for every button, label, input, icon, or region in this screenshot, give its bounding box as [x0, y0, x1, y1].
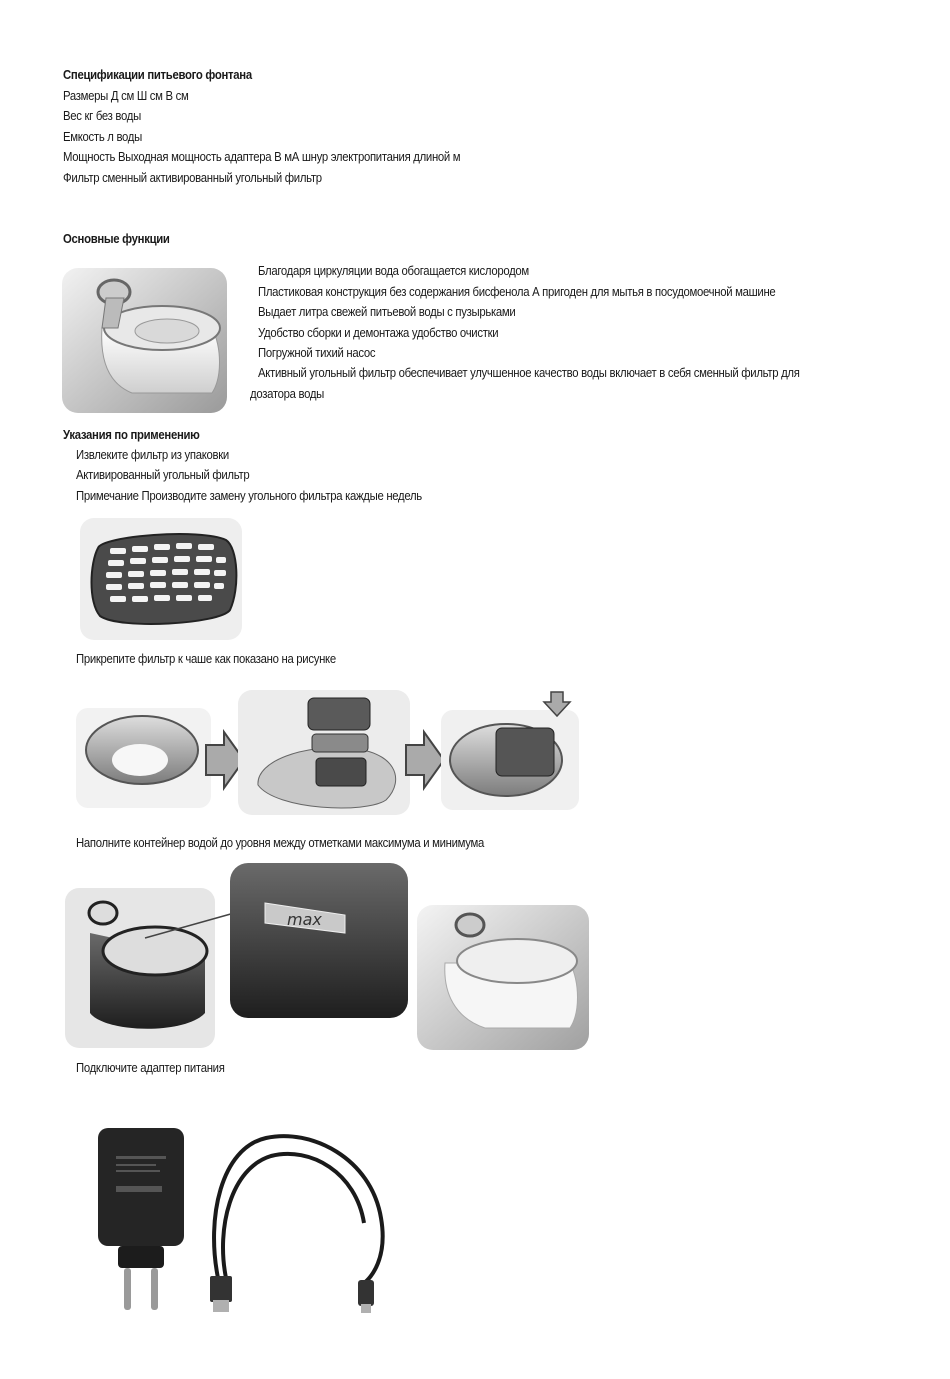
function-item-2: Пластиковая конструкция без содержания бисфенола А пригоден для мытья в посудомоечной машине [258, 284, 776, 299]
usb-cable-image [214, 1136, 383, 1283]
filter-insert-image [238, 690, 410, 815]
fountain-photo [62, 268, 227, 413]
specs-heading: Спецификации питьевого фонтана [63, 67, 252, 82]
usage-heading: Указания по применению [63, 427, 200, 442]
spec-weight: Вес кг без воды [63, 108, 141, 123]
usage-note: Примечание Производите замену угольного фильтра каждые недель [76, 488, 422, 503]
spec-capacity: Емкость л воды [63, 129, 142, 144]
adapter-image [98, 1128, 184, 1310]
function-item-1: Благодаря циркуляции вода обогащается кислородом [258, 263, 529, 278]
spec-filter: Фильтр сменный активированный угольный фильтр [63, 170, 322, 185]
attach-instruction: Прикрепите фильтр к чаше как показано на рисунке [76, 651, 336, 666]
function-item-6: Активный угольный фильтр обеспечивает улучшенное качество воды включает в себя сменный фильтр для [258, 365, 800, 380]
function-item-5: Погружной тихий насос [258, 345, 376, 360]
power-adapter-photo [96, 1128, 396, 1314]
max-mark-closeup-image [230, 863, 408, 1018]
functions-heading: Основные функции [63, 231, 170, 246]
attach-filter-sequence [76, 690, 581, 820]
spec-dimensions: Размеры Д см Ш см В см [63, 88, 189, 103]
max-mark-label: max [287, 910, 322, 929]
fill-instruction: Наполните контейнер водой до уровня между отметками максимума и минимума [76, 835, 485, 850]
bowl-image [76, 708, 211, 808]
usage-step-2: Активированный угольный фильтр [76, 467, 250, 482]
function-item-4: Удобство сборки и демонтажа удобство очистки [258, 325, 499, 340]
function-item-6-cont: дозатора воды [250, 386, 325, 401]
fountain-full-image [417, 905, 589, 1050]
connect-instruction: Подключите адаптер питания [76, 1060, 225, 1075]
carbon-filter-photo [80, 518, 242, 640]
usage-step-1: Извлеките фильтр из упаковки [76, 447, 229, 462]
filter-attached-image [441, 692, 579, 810]
function-item-3: Выдает литра свежей питьевой воды с пузырьками [258, 304, 516, 319]
spec-power: Мощность Выходная мощность адаптера В мА шнур электропитания длиной м [63, 149, 461, 164]
fill-level-images [65, 863, 590, 1051]
fountain-cutaway-image [65, 888, 215, 1048]
arrow-right-icon [406, 732, 444, 788]
